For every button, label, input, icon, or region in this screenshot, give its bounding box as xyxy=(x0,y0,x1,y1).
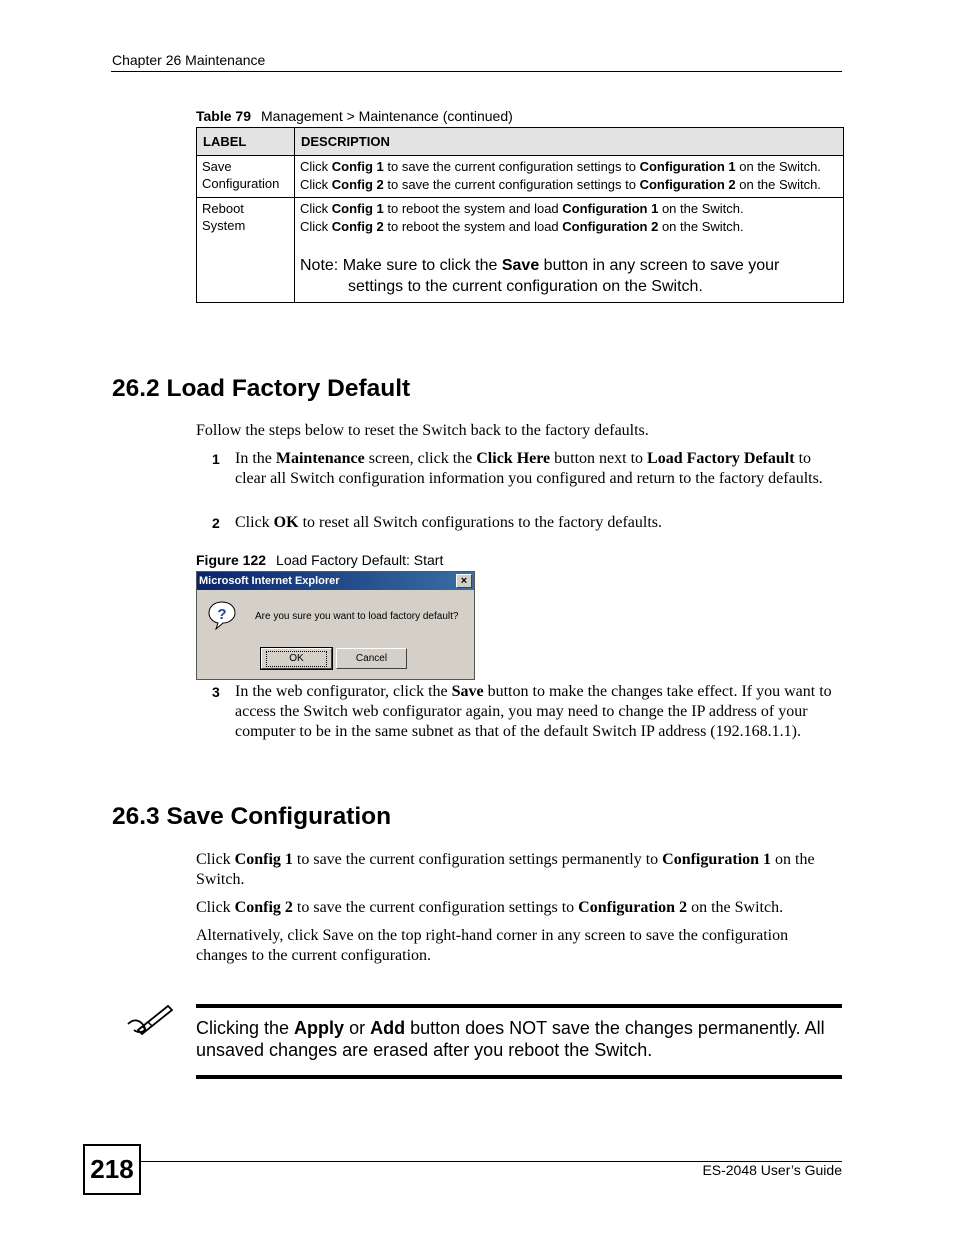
row-label-save-configuration: Save Configuration xyxy=(197,156,295,198)
section-title-save-configuration: 26.3 Save Configuration xyxy=(112,803,392,830)
row-label-reboot-system: Reboot System xyxy=(197,198,295,303)
maintenance-table xyxy=(196,127,844,303)
table-caption xyxy=(196,108,513,124)
row-description xyxy=(295,198,844,303)
step-text: Click OK to reset all Switch configurations to the factory defaults. xyxy=(235,514,663,531)
table-number: Table 79 xyxy=(196,108,251,124)
svg-text:?: ? xyxy=(217,606,227,623)
save-paragraph-1: Click Config 1 to save the current configuration settings permanently to Configuration 1 on the Switch. xyxy=(196,851,815,888)
question-icon xyxy=(207,600,237,630)
step-number: 1 xyxy=(212,451,220,467)
guide-title: ES-2048 User’s Guide xyxy=(702,1162,842,1178)
description-line: Click Config 1 to reboot the system and load Configuration 1 on the Switch. xyxy=(300,201,744,216)
step-number: 3 xyxy=(212,684,220,700)
step-text: In the Maintenance screen, click the Click Here button next to Load Factory Default to clear all Switch configuration information you configured and return to the factory defaults. xyxy=(235,450,823,487)
step-number: 2 xyxy=(212,515,220,531)
table-title: Management > Maintenance (continued) xyxy=(261,108,513,124)
description-line: Click Config 2 to save the current configuration settings to Configuration 2 on the Switch. xyxy=(300,176,821,192)
column-header-label: LABEL xyxy=(197,128,295,156)
figure-caption xyxy=(196,552,443,568)
header-rule xyxy=(111,71,842,72)
description-line: Click Config 1 to save the current configuration settings to Configuration 1 on the Switch. xyxy=(300,159,821,174)
ok-button-label: OK xyxy=(266,651,326,667)
save-paragraph-2: Click Config 2 to save the current configuration settings to Configuration 2 on the Switch. xyxy=(196,899,784,916)
dialog-titlebar xyxy=(197,572,474,590)
note-top-rule xyxy=(196,1004,842,1008)
page-number: 218 xyxy=(83,1144,141,1195)
figure-title: Load Factory Default: Start xyxy=(276,552,444,568)
step-text: In the web configurator, click the Save button to make the changes take effect. If you want to access the Switch web configurator again, you may need to change the IP address of your computer to be in the same subnet as that of the default Switch IP address (192.168.1.1). xyxy=(235,683,832,740)
close-icon[interactable]: × xyxy=(456,574,472,588)
step-1 xyxy=(196,449,841,489)
note-pen-icon xyxy=(124,1002,174,1038)
save-paragraph-3: Alternatively, click Save on the top right-hand corner in any screen to save the configuration changes to the current configuration. xyxy=(196,927,789,964)
table-note: Note: Make sure to click the Save button in any screen to save your settings to the current configuration on the Switch. xyxy=(300,257,780,295)
load-intro-paragraph: Follow the steps below to reset the Switch back to the factory defaults. xyxy=(196,422,649,439)
note-text: Clicking the Apply or Add button does NOT save the changes permanently. All unsaved changes are erased after you reboot the Switch. xyxy=(196,1018,825,1060)
row-description xyxy=(295,156,844,198)
step-2 xyxy=(196,513,841,533)
dialog-message: Are you sure you want to load factory default? xyxy=(255,611,459,622)
description-line: Click Config 2 to reboot the system and load Configuration 2 on the Switch. xyxy=(300,218,744,234)
table-header-row xyxy=(197,128,844,156)
table-row xyxy=(197,198,844,303)
cancel-button[interactable]: Cancel xyxy=(336,648,407,669)
ok-button[interactable] xyxy=(261,648,332,669)
confirm-dialog xyxy=(196,571,475,680)
section-title-load-factory-default: 26.2 Load Factory Default xyxy=(112,375,411,402)
figure-number: Figure 122 xyxy=(196,552,267,568)
dialog-title: Microsoft Internet Explorer xyxy=(199,575,340,587)
chapter-header: Chapter 26 Maintenance xyxy=(112,52,266,68)
column-header-description: DESCRIPTION xyxy=(295,128,844,156)
step-3 xyxy=(196,682,841,742)
table-row xyxy=(197,156,844,198)
note-bottom-rule xyxy=(196,1075,842,1079)
